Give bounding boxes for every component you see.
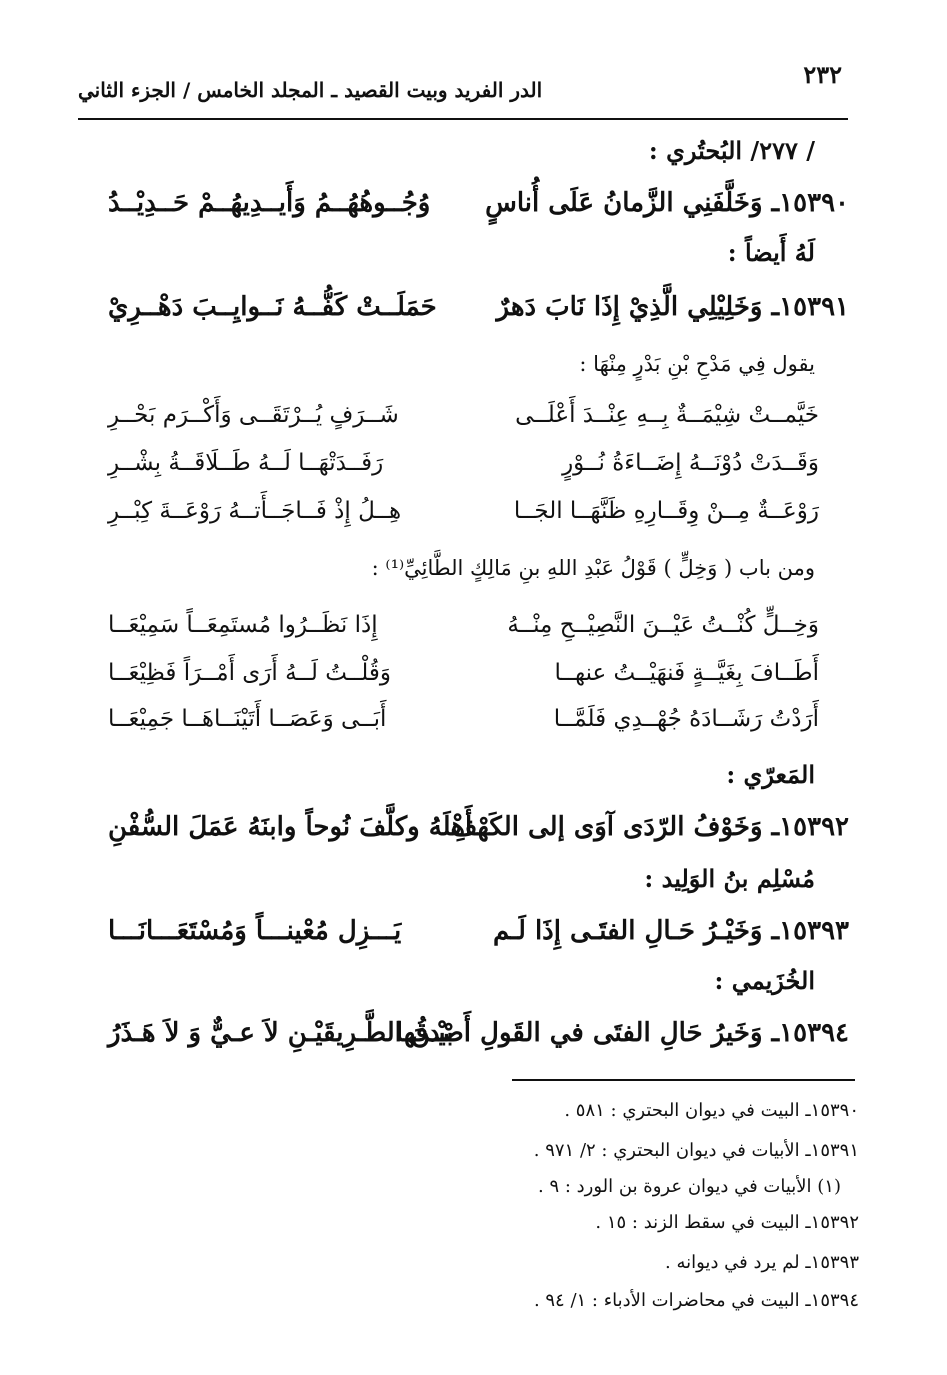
verse-second-hemistich: وُجُــوهُهُــمُ وَأَيــدِيهُــمْ حَــدِيْــدُ	[108, 188, 431, 218]
verse-first-hemistich: رَوْعَــةٌ مِــنْ وِقَــارِهِ ظَنَّهَــا الجَــا	[513, 498, 819, 524]
intro-text: ومن باب ( وَخِلٍّ ) قَوْلُ عَبْدِ اللهِ بنِ مَالِكٍ الطَّائِيِّ⁽¹⁾ :	[371, 556, 815, 580]
page-header	[78, 58, 848, 110]
verse-first-hemistich: ١٥٣٩٤ـ وَخَيرُ حَالِ الفتَى في القَولِ أَصْدقُها	[395, 1018, 849, 1048]
poet-label: المَعرّي :	[726, 760, 815, 789]
footnote: ١٥٣٩٣ـ لم يرد في ديوانه .	[665, 1252, 859, 1273]
poet-label: لَهُ أَيضاً :	[727, 238, 815, 267]
verse-first-hemistich: ١٥٣٩٢ـ وَخَوْفُ الرّدَى آوَى إلى الكَهْفِ	[450, 812, 849, 842]
footnote-rule	[512, 1079, 855, 1081]
verse-first-hemistich: وَخِــلٍّ كُنْــتُ عَيْــنَ النَّصِيْــحِ مِنْــهُ	[507, 612, 819, 638]
verse-second-hemistich: هِــلُ إِذْ فَــاجَــأَتــهُ رَوْعَــةَ كِبْــرِ	[108, 498, 402, 524]
verse-second-hemistich: يَـــزِل مُعْينـــاً وَمُسْتَعَـــانَـــا	[108, 916, 402, 946]
verse-first-hemistich: ١٥٣٩٠ـ وَخَلَّفَنِي الزَّمانُ عَلَى أُناسٍ	[485, 188, 849, 218]
verse-first-hemistich: ١٥٣٩١ـ وَخَلِيْلِي الَّذِيْ إِذَا نَابَ دَهرٌ	[496, 292, 849, 322]
footnote: ١٥٣٩٢ـ البيت في سقط الزند : ١٥ .	[595, 1212, 859, 1233]
verse-first-hemistich: وَقَــدَتْ دُوْنَــهُ إِضَــاءَةُ نُــوْرٍ	[562, 450, 819, 476]
verse-first-hemistich: ١٥٣٩٣ـ وَخَيْـرُ حَـالِ الفتَـى إِذَا لَـم	[493, 916, 849, 946]
verse-second-hemistich: أَهْلَهُ وكلَّفَ نُوحاً وابنَهُ عَمَلَ السُّفْنِ	[108, 812, 473, 842]
verse-second-hemistich: أَبَــى وَعَصَــا أَتَيْنَــاهَــا جَمِيْعَــا	[108, 706, 387, 732]
poet-label: مُسْلِم بنُ الوَلِيد :	[644, 864, 815, 893]
intro-text: يقول فِي مَدْحِ بْنِ بَدْرٍ مِنْهَا :	[579, 352, 815, 376]
page-number: ٢٣٢	[803, 60, 842, 89]
verse-second-hemistich: حَمَلَــتْ كَفُّــهُ نَــوايِــبَ دَهْــرِيْ	[108, 292, 437, 322]
footnote: ١٥٣٩١ـ الأبيات في ديوان البحتري : ٢/ ٩٧١ .	[533, 1140, 859, 1161]
verse-second-hemistich: شَــرَفٍ يُــرْتَقَــى وَأَكْــرَم بَحْــرِ	[108, 402, 399, 428]
verse-second-hemistich: رَفَــدَتْهَــا لَــهُ طَــلَاقَــةُ بِشْــرِ	[108, 450, 384, 476]
running-title: الدر الفريد وبيت القصيد ـ المجلد الخامس / الجزء الثاني	[78, 78, 543, 102]
verse-first-hemistich: خَيَّمــتْ شِيْمَــةٌ بِــهِ عِنْــدَ أَعْلَــى	[515, 402, 819, 428]
verse-second-hemistich: إِذَا نَظَــرُوا مُستَمِعَــاً سَمِيْعَــا	[108, 612, 378, 638]
verse-first-hemistich: أَطَــافَ بِغَيَّــةٍ فَنهَيْــتُ عنهــا	[554, 660, 819, 686]
poet-label: الخُزَيمي :	[714, 966, 815, 995]
footnote: (١) الأبيات في ديوان عروة بن الورد : ٩ .	[538, 1176, 841, 1197]
verse-first-hemistich: أَرَدْتُ رَشَــادَهُ جُهْــدِي فَلَمَّــا	[553, 706, 819, 732]
verse-second-hemistich: وَقُلْــتُ لَــهُ أَرَى أَمْــرَاً فَظِيْعَــا	[108, 660, 391, 686]
footnote: ١٥٣٩٠ـ البيت في ديوان البحتري : ٥٨١ .	[564, 1100, 859, 1121]
poet-label: / ٢٧٧/ البُحتُري :	[648, 136, 815, 165]
footnote: ١٥٣٩٤ـ البيت في محاضرات الأدباء : ١/ ٩٤ .	[533, 1290, 859, 1311]
header-rule	[78, 118, 848, 120]
verse-second-hemistich: بيْـنَ الطَّـرِيقَيْـنِ لاَ عـيٌّ وَ لاَ هَـذَرُ	[108, 1018, 454, 1048]
